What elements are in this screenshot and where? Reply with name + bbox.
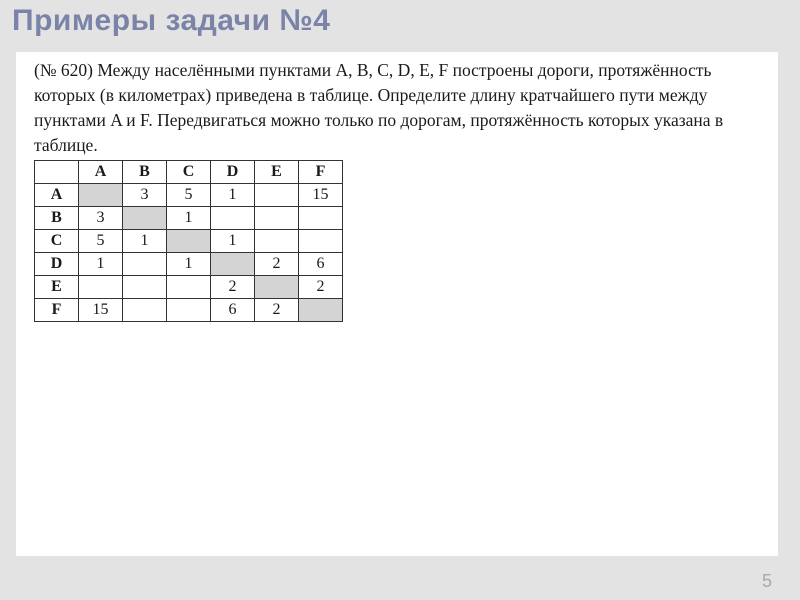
table-cell: 15 — [79, 299, 123, 322]
table-cell: 2 — [299, 276, 343, 299]
table-cell: 3 — [79, 207, 123, 230]
table-cell: 2 — [255, 299, 299, 322]
column-header: C — [167, 161, 211, 184]
distance-table — [34, 160, 343, 322]
row-header: B — [35, 207, 79, 230]
table-cell: 5 — [167, 184, 211, 207]
column-header: E — [255, 161, 299, 184]
table-cell — [299, 207, 343, 230]
table-cell — [167, 230, 211, 253]
table-row — [35, 207, 343, 230]
table-row — [35, 276, 343, 299]
row-header: D — [35, 253, 79, 276]
table-cell: 2 — [211, 276, 255, 299]
table-row — [35, 184, 343, 207]
table-cell — [299, 299, 343, 322]
row-header: A — [35, 184, 79, 207]
column-header: A — [79, 161, 123, 184]
row-header: C — [35, 230, 79, 253]
table-cell — [255, 207, 299, 230]
table-cell: 6 — [299, 253, 343, 276]
row-header: E — [35, 276, 79, 299]
table-row — [35, 253, 343, 276]
table-cell — [211, 253, 255, 276]
table-cell: 1 — [211, 230, 255, 253]
table-cell: 1 — [79, 253, 123, 276]
problem-text: (№ 620) Между населёнными пунктами A, B, C, D, E, F построены дороги, протяжённость которых (в километрах) приведена в таблице. Определите длину кратчайшего пути между пунктами A и F. Передвигаться можно только по дорогам, протяжённость которых указана в таблице. — [34, 60, 724, 155]
table-cell — [255, 276, 299, 299]
table-cell: 5 — [79, 230, 123, 253]
table-cell — [123, 253, 167, 276]
table-cell — [123, 299, 167, 322]
table-cell — [299, 230, 343, 253]
column-header: D — [211, 161, 255, 184]
table-cell: 6 — [211, 299, 255, 322]
table-cell — [255, 184, 299, 207]
table-cell: 1 — [211, 184, 255, 207]
slide-number: 5 — [761, 571, 772, 591]
content-panel — [16, 52, 778, 556]
table-cell — [123, 207, 167, 230]
table-row — [35, 299, 343, 322]
table-cell: 1 — [167, 253, 211, 276]
table-cell: 15 — [299, 184, 343, 207]
row-header: F — [35, 299, 79, 322]
table-cell: 2 — [255, 253, 299, 276]
slide-title: Примеры задачи №4 — [12, 4, 331, 37]
table-cell — [79, 276, 123, 299]
table-cell: 3 — [123, 184, 167, 207]
table-row — [35, 230, 343, 253]
table-cell: 1 — [167, 207, 211, 230]
column-header: F — [299, 161, 343, 184]
table-corner-cell — [35, 161, 79, 184]
table-cell — [167, 276, 211, 299]
table-cell: 1 — [123, 230, 167, 253]
table-header-row — [35, 161, 343, 184]
table-cell — [211, 207, 255, 230]
table-cell — [123, 276, 167, 299]
table-cell — [79, 184, 123, 207]
column-header: B — [123, 161, 167, 184]
table-cell — [167, 299, 211, 322]
table-cell — [255, 230, 299, 253]
